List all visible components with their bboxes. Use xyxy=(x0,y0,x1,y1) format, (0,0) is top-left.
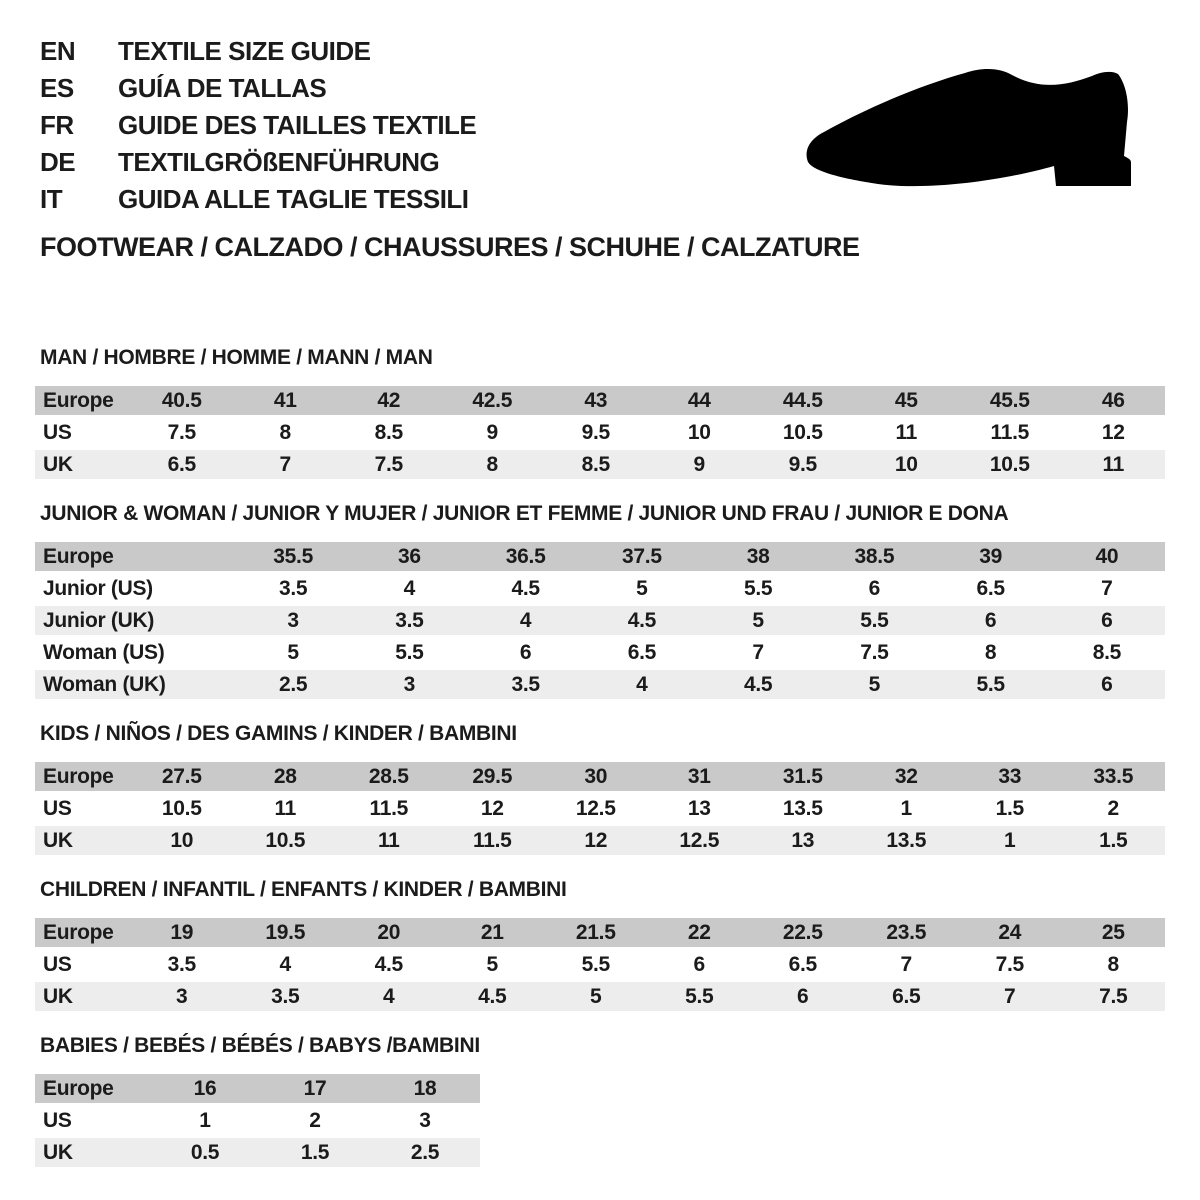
size-value: 8.5 xyxy=(1049,638,1165,667)
table-row xyxy=(35,918,1165,947)
size-value: 9 xyxy=(441,418,545,447)
size-value: 10.5 xyxy=(751,418,855,447)
category-title: FOOTWEAR / CALZADO / CHAUSSURES / SCHUHE / CALZATURE xyxy=(40,232,860,262)
row-label: Europe xyxy=(35,386,130,415)
size-value: 8.5 xyxy=(544,450,648,479)
size-value: 5 xyxy=(584,574,700,603)
row-label: UK xyxy=(35,982,130,1011)
size-value: 7 xyxy=(700,638,816,667)
size-value: 12 xyxy=(544,826,648,855)
size-value: 36 xyxy=(351,542,467,571)
size-value: 36.5 xyxy=(468,542,584,571)
size-value: 33 xyxy=(958,762,1062,791)
table-row xyxy=(35,762,1165,791)
size-value: 10.5 xyxy=(234,826,338,855)
size-value: 4 xyxy=(468,606,584,635)
size-table xyxy=(35,759,1165,858)
size-value: 5.5 xyxy=(933,670,1049,699)
table-row xyxy=(35,794,1165,823)
size-value: 11.5 xyxy=(441,826,545,855)
table-row xyxy=(35,1074,480,1103)
size-value: 17 xyxy=(260,1074,370,1103)
language-code: ES xyxy=(40,73,74,103)
language-label: GUIDA ALLE TAGLIE TESSILI xyxy=(118,184,469,214)
size-value: 4 xyxy=(234,950,338,979)
size-value: 45.5 xyxy=(958,386,1062,415)
size-value: 6 xyxy=(816,574,932,603)
table-row xyxy=(35,1138,480,1167)
row-label: UK xyxy=(35,450,130,479)
size-value: 7.5 xyxy=(816,638,932,667)
size-guide-section xyxy=(35,878,1165,1014)
size-value: 2 xyxy=(260,1106,370,1135)
size-value: 1 xyxy=(150,1106,260,1135)
size-tables xyxy=(35,346,1165,1170)
size-value: 27.5 xyxy=(130,762,234,791)
size-value: 3 xyxy=(351,670,467,699)
row-label: Woman (UK) xyxy=(35,670,235,699)
size-value: 3.5 xyxy=(351,606,467,635)
size-value: 5 xyxy=(700,606,816,635)
size-value: 3 xyxy=(130,982,234,1011)
table-row xyxy=(35,638,1165,667)
table-row xyxy=(35,1106,480,1135)
table-row xyxy=(35,386,1165,415)
row-label: Europe xyxy=(35,542,235,571)
size-value: 37.5 xyxy=(584,542,700,571)
size-value: 4.5 xyxy=(337,950,441,979)
size-value: 5 xyxy=(235,638,351,667)
size-value: 43 xyxy=(544,386,648,415)
language-code: EN xyxy=(40,36,76,66)
size-value: 41 xyxy=(234,386,338,415)
row-label: US xyxy=(35,418,130,447)
row-label: Europe xyxy=(35,762,130,791)
size-guide-section xyxy=(35,346,1165,482)
size-value: 21.5 xyxy=(544,918,648,947)
size-value: 3.5 xyxy=(468,670,584,699)
table-row xyxy=(35,606,1165,635)
size-value: 5 xyxy=(816,670,932,699)
size-value: 13.5 xyxy=(855,826,959,855)
size-value: 5.5 xyxy=(816,606,932,635)
size-value: 5.5 xyxy=(648,982,752,1011)
size-value: 42.5 xyxy=(441,386,545,415)
size-value: 9 xyxy=(648,450,752,479)
size-value: 6 xyxy=(1049,670,1165,699)
size-value: 4.5 xyxy=(441,982,545,1011)
size-value: 9.5 xyxy=(544,418,648,447)
size-value: 22 xyxy=(648,918,752,947)
size-value: 22.5 xyxy=(751,918,855,947)
size-value: 4.5 xyxy=(700,670,816,699)
size-value: 11 xyxy=(234,794,338,823)
size-value: 11 xyxy=(855,418,959,447)
size-value: 11 xyxy=(1062,450,1166,479)
size-value: 7.5 xyxy=(1062,982,1166,1011)
size-value: 39 xyxy=(933,542,1049,571)
size-table xyxy=(35,915,1165,1014)
size-value: 2.5 xyxy=(370,1138,480,1167)
size-value: 11.5 xyxy=(337,794,441,823)
size-value: 12 xyxy=(1062,418,1166,447)
row-label: Woman (US) xyxy=(35,638,235,667)
table-title: JUNIOR & WOMAN / JUNIOR Y MUJER / JUNIOR ET FEMME / JUNIOR UND FRAU / JUNIOR E DONA xyxy=(40,502,1009,525)
size-value: 38.5 xyxy=(816,542,932,571)
size-value: 6 xyxy=(933,606,1049,635)
size-value: 44 xyxy=(648,386,752,415)
table-row xyxy=(35,670,1165,699)
table-row xyxy=(35,982,1165,1011)
row-label: UK xyxy=(35,826,130,855)
size-value: 5.5 xyxy=(351,638,467,667)
language-label: TEXTILE SIZE GUIDE xyxy=(118,36,371,66)
size-value: 13 xyxy=(751,826,855,855)
size-guide-section xyxy=(35,1034,1165,1170)
size-value: 4 xyxy=(337,982,441,1011)
size-value: 24 xyxy=(958,918,1062,947)
row-label: Junior (UK) xyxy=(35,606,235,635)
size-value: 31.5 xyxy=(751,762,855,791)
language-label: GUIDE DES TAILLES TEXTILE xyxy=(118,110,477,140)
row-label: UK xyxy=(35,1138,150,1167)
size-value: 3 xyxy=(370,1106,480,1135)
size-value: 5.5 xyxy=(700,574,816,603)
size-value: 5 xyxy=(544,982,648,1011)
size-value: 4.5 xyxy=(468,574,584,603)
language-label: TEXTILGRÖßENFÜHRUNG xyxy=(118,147,440,177)
size-value: 7.5 xyxy=(958,950,1062,979)
size-value: 2.5 xyxy=(235,670,351,699)
size-value: 7 xyxy=(855,950,959,979)
table-row xyxy=(35,418,1165,447)
size-value: 38 xyxy=(700,542,816,571)
table-row xyxy=(35,826,1165,855)
size-value: 5 xyxy=(441,950,545,979)
size-value: 4 xyxy=(351,574,467,603)
language-label: GUÍA DE TALLAS xyxy=(118,73,327,103)
size-value: 3.5 xyxy=(235,574,351,603)
size-value: 6.5 xyxy=(933,574,1049,603)
row-label: Junior (US) xyxy=(35,574,235,603)
size-value: 10.5 xyxy=(958,450,1062,479)
size-value: 18 xyxy=(370,1074,480,1103)
size-value: 7.5 xyxy=(337,450,441,479)
size-value: 6 xyxy=(648,950,752,979)
size-value: 23.5 xyxy=(855,918,959,947)
size-value: 11 xyxy=(337,826,441,855)
row-label: US xyxy=(35,1106,150,1135)
size-value: 19.5 xyxy=(234,918,338,947)
size-value: 10 xyxy=(648,418,752,447)
size-value: 46 xyxy=(1062,386,1166,415)
language-code: IT xyxy=(40,184,63,214)
table-row xyxy=(35,950,1165,979)
row-label: US xyxy=(35,950,130,979)
size-value: 12.5 xyxy=(648,826,752,855)
size-value: 1.5 xyxy=(958,794,1062,823)
table-title: CHILDREN / INFANTIL / ENFANTS / KINDER / BAMBINI xyxy=(40,878,567,901)
size-value: 6 xyxy=(468,638,584,667)
size-value: 9.5 xyxy=(751,450,855,479)
size-value: 21 xyxy=(441,918,545,947)
size-value: 45 xyxy=(855,386,959,415)
size-value: 0.5 xyxy=(150,1138,260,1167)
size-value: 42 xyxy=(337,386,441,415)
size-value: 40.5 xyxy=(130,386,234,415)
size-value: 8.5 xyxy=(337,418,441,447)
size-value: 3.5 xyxy=(130,950,234,979)
size-value: 6 xyxy=(751,982,855,1011)
size-value: 32 xyxy=(855,762,959,791)
size-value: 44.5 xyxy=(751,386,855,415)
size-value: 10 xyxy=(855,450,959,479)
table-row xyxy=(35,542,1165,571)
size-value: 13 xyxy=(648,794,752,823)
row-label: US xyxy=(35,794,130,823)
size-value: 40 xyxy=(1049,542,1165,571)
size-value: 6.5 xyxy=(130,450,234,479)
size-value: 25 xyxy=(1062,918,1166,947)
size-value: 29.5 xyxy=(441,762,545,791)
size-value: 16 xyxy=(150,1074,260,1103)
size-value: 4 xyxy=(584,670,700,699)
size-value: 13.5 xyxy=(751,794,855,823)
size-value: 28.5 xyxy=(337,762,441,791)
table-title: KIDS / NIÑOS / DES GAMINS / KINDER / BAMBINI xyxy=(40,722,517,745)
size-value: 1 xyxy=(855,794,959,823)
size-value: 10 xyxy=(130,826,234,855)
size-table xyxy=(35,1071,480,1170)
size-value: 6 xyxy=(1049,606,1165,635)
size-value: 11.5 xyxy=(958,418,1062,447)
size-table xyxy=(35,383,1165,482)
size-value: 1.5 xyxy=(1062,826,1166,855)
size-value: 20 xyxy=(337,918,441,947)
size-value: 19 xyxy=(130,918,234,947)
size-value: 1.5 xyxy=(260,1138,370,1167)
table-row xyxy=(35,450,1165,479)
size-value: 5.5 xyxy=(544,950,648,979)
size-value: 6.5 xyxy=(855,982,959,1011)
size-value: 7 xyxy=(234,450,338,479)
size-value: 35.5 xyxy=(235,542,351,571)
size-value: 7 xyxy=(1049,574,1165,603)
size-value: 4.5 xyxy=(584,606,700,635)
size-value: 3.5 xyxy=(234,982,338,1011)
size-value: 1 xyxy=(958,826,1062,855)
language-code: DE xyxy=(40,147,76,177)
size-value: 3 xyxy=(235,606,351,635)
dress-shoe-icon xyxy=(800,60,1145,200)
size-guide-section xyxy=(35,502,1165,702)
size-value: 12 xyxy=(441,794,545,823)
size-value: 31 xyxy=(648,762,752,791)
size-value: 10.5 xyxy=(130,794,234,823)
size-table xyxy=(35,539,1165,702)
size-guide-section xyxy=(35,722,1165,858)
row-label: Europe xyxy=(35,1074,150,1103)
table-row xyxy=(35,574,1165,603)
table-title: BABIES / BEBÉS / BÉBÉS / BABYS /BAMBINI xyxy=(40,1034,480,1057)
size-value: 7.5 xyxy=(130,418,234,447)
size-value: 6.5 xyxy=(584,638,700,667)
size-value: 8 xyxy=(1062,950,1166,979)
size-value: 28 xyxy=(234,762,338,791)
size-value: 2 xyxy=(1062,794,1166,823)
size-value: 12.5 xyxy=(544,794,648,823)
size-value: 8 xyxy=(441,450,545,479)
size-value: 33.5 xyxy=(1062,762,1166,791)
size-value: 6.5 xyxy=(751,950,855,979)
size-value: 7 xyxy=(958,982,1062,1011)
size-value: 8 xyxy=(234,418,338,447)
size-value: 8 xyxy=(933,638,1049,667)
row-label: Europe xyxy=(35,918,130,947)
table-title: MAN / HOMBRE / HOMME / MANN / MAN xyxy=(40,346,433,369)
language-code: FR xyxy=(40,110,74,140)
size-value: 30 xyxy=(544,762,648,791)
